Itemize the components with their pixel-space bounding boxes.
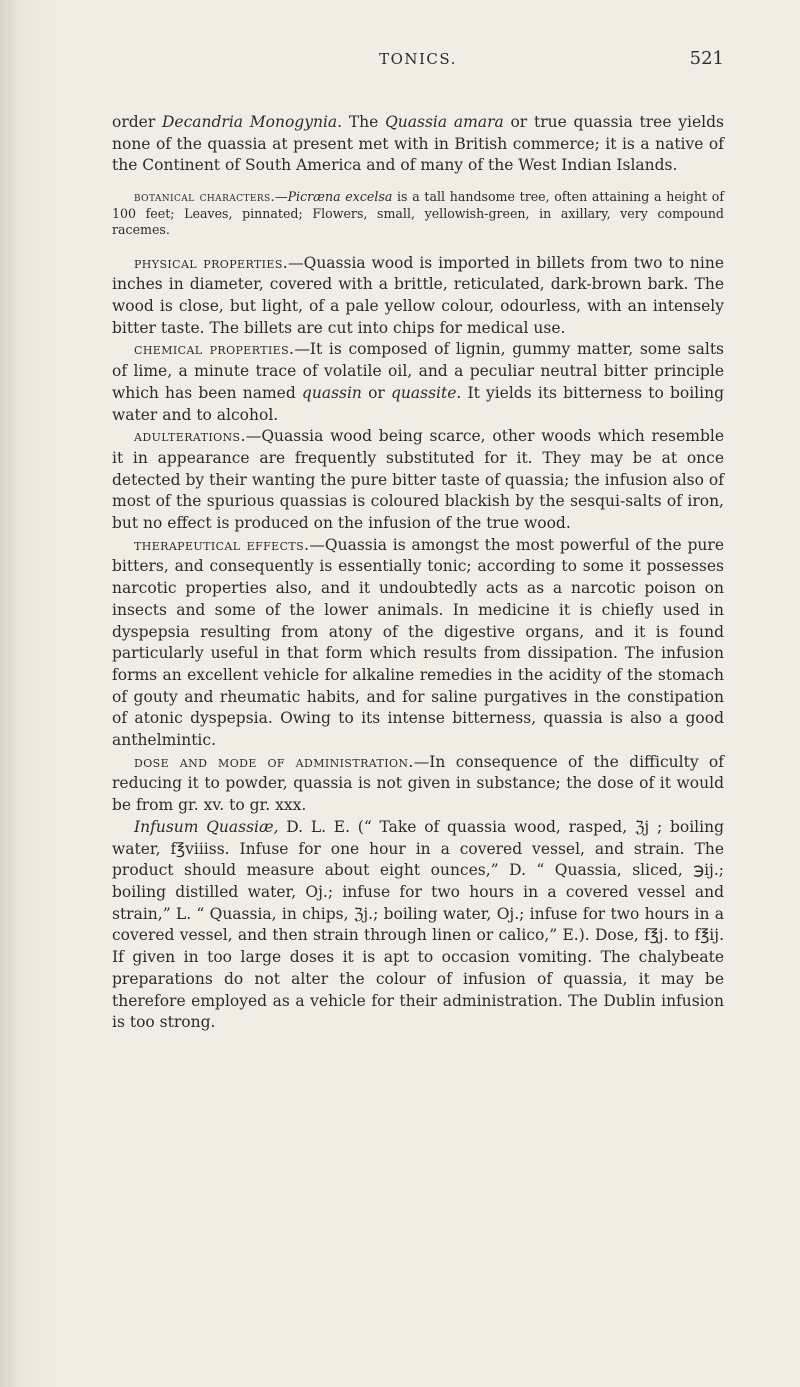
italic-term: Infusum Quassiæ, bbox=[134, 817, 279, 836]
paragraph-chemical-properties bbox=[112, 339, 724, 426]
paragraph-physical-properties bbox=[112, 253, 724, 340]
page-header bbox=[112, 48, 724, 74]
section-heading: physical properties. bbox=[134, 253, 289, 272]
italic-term: Quassia amara bbox=[385, 113, 504, 131]
text-run: D. L. E. (“ Take of quassia wood, rasped, ℨj ; boiling water, f℥viiiss. Infuse for one hour in a covered vessel, and strain. The product should measure about eight ounces,” D. “ Quassia, sliced, ℈ij.; boiling distilled water, Oj.; infuse for two hours in a covered vessel and strain,” L. “ Quassia, in chips, ℨj.; boiling water, Oj.; infuse for two hours in a covered vessel, and then strain through linen or calico,” E.). Dose, f℥j. to f℥ij. If given in too large doses it is apt to occasion vomiting. The chalybeate preparations do not alter the colour of infusion of quassia, it may be therefore employed as a vehicle for their administration. The Dublin infusion is too strong. bbox=[112, 817, 724, 1032]
italic-term: quassite. bbox=[390, 383, 462, 402]
section-heading: botanical characters. bbox=[134, 189, 275, 205]
section-heading: adulterations. bbox=[134, 427, 246, 446]
paragraph-infusum-quassiae bbox=[112, 817, 724, 1034]
text-run: is a tall handsome tree, often attaining a height of 100 feet; Leaves, pinnated; Flowers, small, yellowish-green, in axillary, very compound racemes. bbox=[112, 189, 724, 238]
paragraph-intro bbox=[112, 112, 724, 177]
italic-term: quassin bbox=[301, 383, 362, 402]
running-title: TONICS. bbox=[379, 50, 457, 68]
italic-term: Picræna excelsa bbox=[287, 189, 393, 205]
italic-term: Decandria Monogynia. bbox=[162, 113, 343, 131]
section-heading: therapeutical effects. bbox=[134, 535, 310, 554]
text-run: or bbox=[361, 383, 391, 402]
text-run: —In consequence of the difficulty of reducing it to powder, quassia is not given in substance; the dose of it would be from gr. xv. to gr. xxx. bbox=[112, 752, 724, 815]
paragraph-therapeutical-effects bbox=[112, 535, 724, 752]
body-text bbox=[112, 112, 724, 1034]
paragraph-adulterations bbox=[112, 426, 724, 535]
section-heading: dose and mode of administration. bbox=[134, 752, 414, 771]
text-run: — bbox=[274, 189, 288, 205]
text-run: The bbox=[342, 113, 386, 131]
text-run: —It is composed of lignin, gummy matter, some salts of lime, a minute trace of volatile oil, and a peculiar neutral bitter principle which has been named bbox=[112, 340, 725, 402]
text-run: —Quassia is amongst the most powerful of the pure bitters, and consequently is essentially tonic; according to some it possesses narcotic properties also, and it undoubtedly acts as a narcotic poison on insects and some of the lower animals. In medicine it is chiefly used in dyspepsia resulting from atony of the digestive organs, and it is found particularly useful in that form which results from dissipation. The infusion forms an excellent vehicle for alkaline remedies in the acidity of the stomach of gouty and rheumatic habits, and for saline purgatives in the constipation of atonic dyspepsia. Owing to its intense bitterness, quassia is also a good anthelmintic. bbox=[112, 535, 724, 750]
text-run: or true quassia tree yields none of the quassia at present met with in British commerce; it is a native of the Continent of South America and of many of the West Indian Islands. bbox=[112, 113, 724, 175]
page-number: 521 bbox=[689, 48, 724, 69]
text-run: order bbox=[112, 113, 162, 131]
text-run: —Quassia wood being scarce, other woods which resemble it in appearance are frequently substituted for it. They may be at once detected by their wanting the pure bitter taste of quassia; the infusion also of most of the spurious quassias is coloured blackish by the sesqui-salts of iron, but no effect is produced on the infusion of the true wood. bbox=[112, 427, 724, 533]
text-run: It yields its bitterness to boiling water and to alcohol. bbox=[112, 383, 724, 424]
paragraph-botanical-characters bbox=[112, 189, 724, 239]
section-heading: chemical properties. bbox=[134, 340, 295, 359]
paragraph-dose-and-administration bbox=[112, 752, 724, 817]
text-run: —Quassia wood is imported in billets from two to nine inches in diameter, covered with a brittle, reticulated, dark-brown bark. The wood is close, but light, of a pale yellow colour, odourless, with an intensely bitter taste. The billets are cut into chips for medical use. bbox=[112, 253, 724, 337]
